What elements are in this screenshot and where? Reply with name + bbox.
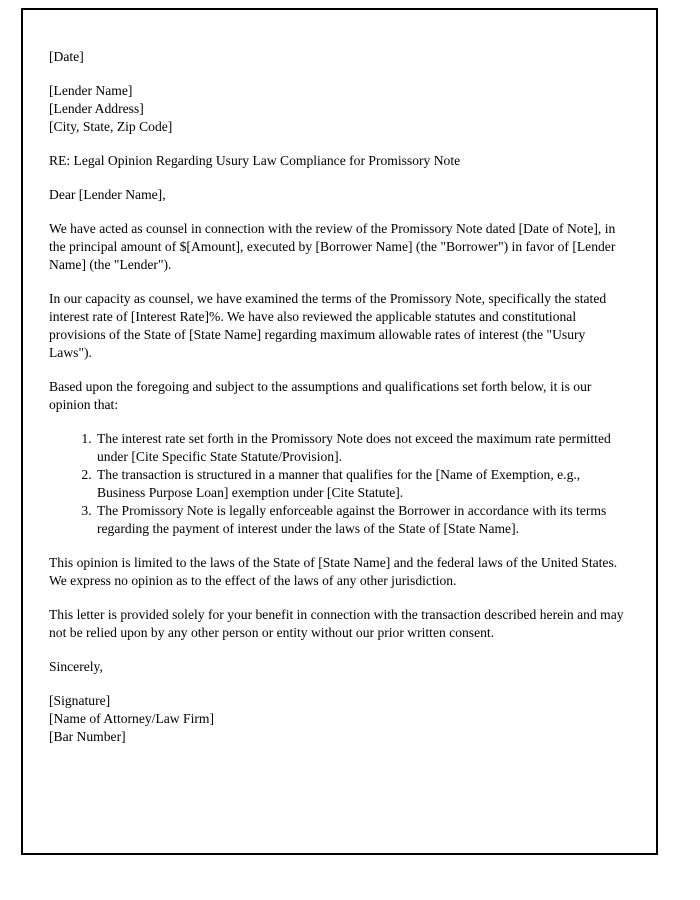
recipient-block bbox=[49, 82, 630, 136]
closing: Sincerely, bbox=[49, 659, 103, 674]
paragraph-engagement: We have acted as counsel in connection with the review of the Promissory Note dated [Date of Note], in the principal amount of $[Amount], executed by [Borrower Name] (the "Borrower") in favor of [Lender Name] (the "Lender"). bbox=[49, 221, 616, 272]
subject-line: RE: Legal Opinion Regarding Usury Law Compliance for Promissory Note bbox=[49, 153, 461, 168]
recipient-city-state-zip: [City, State, Zip Code] bbox=[49, 119, 173, 134]
attorney-name-line: [Name of Attorney/Law Firm] bbox=[49, 711, 214, 726]
opinion-item: 2. The transaction is structured in a manner that qualifies for the [Name of Exemption, e.g., Business Purpose Loan] exemption under [Cite Statute]. bbox=[95, 466, 630, 502]
recipient-address: [Lender Address] bbox=[49, 101, 144, 116]
opinion-list bbox=[49, 430, 630, 538]
signature-line: [Signature] bbox=[49, 693, 111, 708]
salutation: Dear [Lender Name], bbox=[49, 187, 166, 202]
paragraph-limitation: This opinion is limited to the laws of the State of [State Name] and the federal laws of the United States. We express no opinion as to the effect of the laws of any other jurisdiction. bbox=[49, 555, 618, 588]
bar-number-line: [Bar Number] bbox=[49, 729, 126, 744]
date-line: [Date] bbox=[49, 49, 84, 64]
paragraph-opinion-intro: Based upon the foregoing and subject to the assumptions and qualifications set forth below, it is our opinion that: bbox=[49, 379, 592, 412]
paragraph-reliance: This letter is provided solely for your benefit in connection with the transaction described herein and may not be relied upon by any other person or entity without our prior written consent. bbox=[49, 607, 624, 640]
opinion-item: 3. The Promissory Note is legally enforceable against the Borrower in accordance with its terms regarding the payment of interest under the laws of the State of [State Name]. bbox=[95, 502, 630, 538]
opinion-item: 1. The interest rate set forth in the Promissory Note does not exceed the maximum rate permitted under [Cite Specific State Statute/Provision]. bbox=[95, 430, 630, 466]
recipient-name: [Lender Name] bbox=[49, 83, 133, 98]
signature-block bbox=[49, 692, 630, 746]
letter-frame bbox=[21, 8, 658, 855]
paragraph-examination: In our capacity as counsel, we have examined the terms of the Promissory Note, specifically the stated interest rate of [Interest Rate]%. We have also reviewed the applicable statutes and constitutional provisions of the State of [State Name] regarding maximum allowable rates of interest (the "Usury Laws"). bbox=[49, 291, 607, 360]
